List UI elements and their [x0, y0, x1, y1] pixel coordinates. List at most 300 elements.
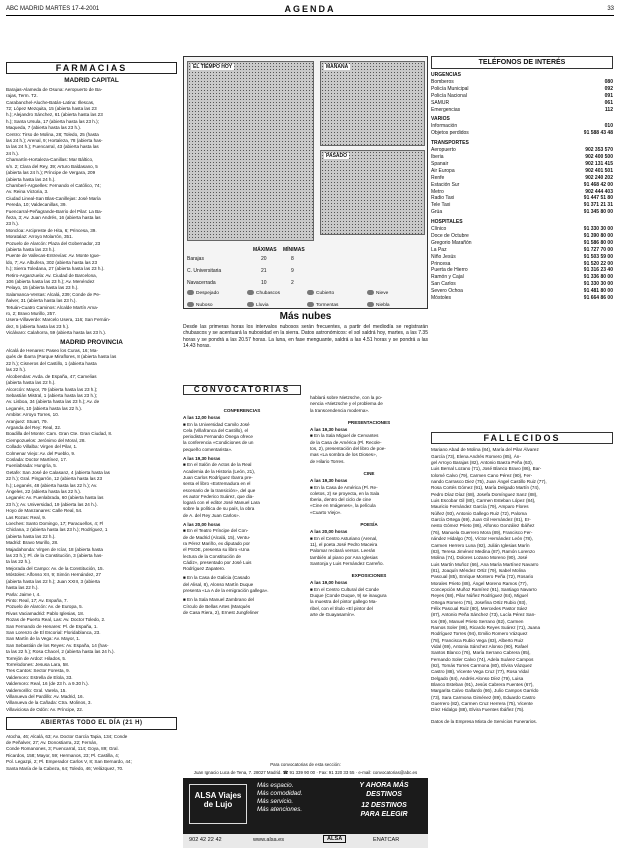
text-line: Mejorada del Campo: Av. de la Constitución, 15. — [6, 565, 104, 571]
text-line: Carabanchel-Aluche-Batán-Latina: Illescas, — [6, 99, 95, 105]
phone-name: Estación Sur — [431, 181, 460, 188]
event-line: Palomar recitará versos. Leerán — [310, 548, 376, 554]
text-line: (abierta las 24 h.); Príncipe de Vergara, 209 — [6, 170, 96, 176]
event-line: senta el libro «Extremadura en el — [183, 481, 251, 487]
phone-group-title: TRANSPORTES — [431, 140, 469, 147]
event-line: es autor Federico Suárez, que dia- — [183, 493, 254, 499]
text-line: Majadahonda: Virgen de Icíar, 18 (abierta hasta — [6, 546, 103, 552]
text-line: Ramos Soler (86), Ricardo Reyes Suárez (71), Juana — [431, 624, 541, 630]
event-line: «Cuarto Viejo». — [310, 509, 342, 515]
farmacias-column — [6, 58, 177, 853]
text-line: (abierta hasta las 24 h.). — [6, 176, 56, 182]
phone-number: 902 444 403 — [585, 188, 613, 195]
legend-nuboso: Nuboso — [187, 302, 213, 308]
text-line: nando Carrasco Diez (75), Juan Ángel Castillo Ruiz (77), — [431, 479, 547, 485]
event-line: de Casa Riera, 2), Ernest Jungfeliner — [183, 609, 259, 615]
capital-list — [6, 87, 177, 337]
text-line: Colmenar Viejo: Av. del Pueblo, 9. — [6, 450, 76, 456]
phone-number: 902 400 500 — [585, 154, 613, 161]
phone-name: Metro — [431, 188, 444, 195]
phone-number: 091 — [604, 92, 613, 99]
text-line: Fuencarral-Peñagrande-Barrio del Pilar: La Ba- — [6, 208, 103, 214]
text-line: Santa María de la Cabeza, 64; Toledo, 46; Velázquez, 70. — [6, 765, 124, 771]
weather-map-today — [187, 61, 314, 241]
phone-name: Iberia — [431, 154, 444, 161]
text-line: García Ortega (69), Juan Gil Hernández (81), Er- — [431, 517, 531, 523]
phone-row — [431, 295, 613, 302]
text-line: Pozuelo de Alarcón: Plaza del Gobernador, 23 — [6, 240, 101, 246]
text-line: (92), Tomás Torres Carmona (80), Elvira Vázquez — [431, 663, 532, 669]
phone-row — [431, 274, 613, 281]
event-line: Círculo de Bellas Artes (Marqués — [183, 603, 251, 609]
text-line: Molina (74), Dolores Lozano Moreno (90), José — [431, 555, 528, 561]
event-line: de de Madrid (Alcalá, 15), Ventu- — [183, 534, 251, 540]
text-line: Díez Hidalgo (88), Elvira Fuentes Ibáñez (75). — [431, 707, 525, 713]
phone-row — [431, 202, 613, 209]
text-line: Pereda, 10; Valdecanillas, 39. — [6, 202, 67, 208]
weather-box — [183, 56, 428, 309]
ad-web[interactable]: www.alsa.es — [253, 837, 285, 843]
event-line: ■ En la Sala Miguel de Cervantes — [310, 433, 379, 439]
text-line: nesto Gómez Prieto (86), Alfonso González Ibáñez — [431, 523, 535, 529]
text-line: tolomé Calvo (79), Carmen Cano Pérez (90), Fer- — [431, 472, 533, 478]
phone-name: Spanair — [431, 161, 449, 168]
text-line: las 24 h.); Arenal, 9; Hortaleza, 78 (abierta has- — [6, 138, 103, 144]
text-line: Loeches: Santo Domingo, 17; Paracuellos, 4; Fl — [6, 521, 104, 527]
storm-icon — [307, 302, 314, 307]
text-line: Torrejón de Ardoz: Hilados, 5. — [6, 655, 67, 661]
text-line: Concepción Muñoz Ramírez (91), Santiago Navarro — [431, 586, 537, 592]
text-line: Ciudad Lineal-San Blas-Canillejas: José María — [6, 195, 101, 201]
text-line: h.); Santa Ursula, 17 (abierta hasta las 23 h.); — [6, 118, 99, 124]
event-line: la transcendencia moderna». — [310, 407, 370, 413]
text-line: Pedro Díaz Díaz (68), Josefa Domínguez Sanz (88), — [431, 491, 538, 497]
event-line: Iberia, dentro del ciclo de cine — [310, 497, 372, 503]
text-line: hasta las 22 h.). — [6, 585, 39, 591]
event-line: pequeño comentarista». — [183, 446, 233, 452]
phone-row — [431, 189, 613, 196]
text-line: Getafe: San José de Calasanz, 4 (abierta hasta las — [6, 469, 110, 475]
event-line: hablará sobre Nietzsche, con la po- — [310, 395, 383, 400]
text-line: Castro (88), Vicente Vega Cruz (77), Rosa Vidal — [431, 669, 529, 675]
phone-row — [431, 240, 613, 247]
max-head: MÁXIMAS — [253, 247, 277, 253]
newspaper-dateline: ABC MADRID MARTES 17-4-2001 — [6, 6, 100, 12]
text-line: Santos Blanco (76), María Serrano Cabrera (85), — [431, 650, 531, 656]
text-line: rajas, Term. T2. — [6, 93, 38, 99]
text-line: Aranjuez: Stuart, 79. — [6, 418, 48, 424]
text-line: Maqueda, 7 (abierta hasta las 23 h.). — [6, 125, 82, 131]
ad-phone: 902 42 22 42 — [189, 837, 222, 843]
alsa-advertisement[interactable] — [183, 778, 428, 848]
text-line: (abierta hasta las 22 h.); Juan XXIII, 3 (abierta — [6, 578, 100, 584]
phone-row — [431, 154, 613, 161]
event-category: CINE — [363, 470, 375, 476]
weather-headline: Más nubes — [279, 311, 332, 322]
event-line: ■ En el Centro Asturiano (Arenal, — [310, 535, 378, 541]
phone-number: 91 345 80 00 — [583, 209, 613, 216]
text-line: Leganés, 10 (abierta hasta las 22 h.). — [6, 405, 83, 411]
fallecidos-note: Datos de la Empresa Mixta de Servicios Funerarios. — [431, 718, 537, 724]
event-line: ■ En la Universidad Camilo José — [183, 421, 250, 427]
text-line: Parla: Jaime I, 4. — [6, 591, 41, 597]
sun-icon — [187, 290, 194, 295]
showers-icon — [247, 290, 254, 295]
text-line: San Sebastián de los Reyes: Av. España, 14 (has- — [6, 642, 109, 648]
weather-map-after — [320, 150, 425, 235]
event-category: PRESENTACIONES — [347, 419, 391, 425]
text-line: San Fernando de Henares: Pl. de España, 1. — [6, 623, 98, 629]
text-line: Rosa Cortés Gómez (91), María Delgado Martín (74), — [431, 485, 540, 491]
event-line: nencia «Nietzsche y el problema de — [310, 401, 383, 407]
text-line: Blanco Esteban (91), Jesús Cabrera Fuentes (67), — [431, 682, 534, 688]
phone-number: 91 520 22 00 — [583, 260, 613, 267]
event-line: presenta «La A de la emigración gallega». — [183, 588, 269, 594]
phone-number: 010 — [604, 123, 613, 130]
event-line: Cela (Villafranca del Castillo), el — [183, 427, 249, 433]
text-line: h.); Alejandro Sánchez, 61 (abierta hasta las 23 — [6, 112, 103, 118]
event-line: la muestra del pintor gallego Ma- — [310, 599, 377, 605]
text-line: h.); Sierra Toledana, 27 (abierta hasta las 23 h.). — [6, 266, 105, 272]
text-line: nández Hidalgo (70), Víctor Hernández León (78), — [431, 536, 533, 542]
event-line: Juan Carlos Rodríguez Ibarra pre- — [183, 474, 253, 480]
event-line: sobre la política de su país, la obra — [183, 506, 255, 512]
phone-row — [431, 79, 613, 86]
phone-number: 061 — [604, 99, 613, 106]
text-line: Villanueva del Pardillo: Av. Madrid, 16. — [6, 694, 84, 699]
section-title: AGENDA — [284, 4, 336, 14]
ad-logo: ALSA Viajes de Lujo — [189, 784, 247, 824]
text-line: Las Rozas: Real, 9. — [6, 514, 47, 520]
event-line: ■ En el Centro Cultural del Conde — [310, 586, 379, 592]
phone-row — [431, 107, 613, 114]
text-line: ta las 22 h.); Rosa Chacel, 2 (abierta hasta las 24 h.). — [6, 649, 115, 655]
phone-name: Emergencias — [431, 106, 461, 113]
event-line: ribel, con el título «El pintor del — [310, 605, 373, 611]
convocatorias-section — [183, 385, 428, 765]
text-line: (78), Francisca Rubio Vega (83), Alberto Ruiz — [431, 637, 524, 643]
text-line: Luis Bernal Lozano (71), José Blanco Bravo (86), Bar- — [431, 466, 542, 472]
phone-row — [431, 168, 613, 175]
text-line: Moncloa: Arcipreste de Hita, 6; Princesa, 39. — [6, 227, 97, 233]
phone-group-title: URGENCIAS — [431, 72, 462, 78]
page-header — [6, 4, 614, 16]
text-line: Núñez (93), Antonio Gallego Ruiz (72), Paloma — [431, 510, 527, 516]
text-line: 23 h.). — [6, 221, 20, 227]
phone-number: 91 330 30 00 — [583, 281, 613, 288]
text-line: (abierta hasta las 22 h.). — [6, 533, 56, 539]
text-line: Madrid: Bravo Murillo, 28. — [6, 540, 59, 546]
temp-row: Barajas 20 8 — [187, 256, 294, 262]
text-line: (abierta hasta las 23 h.). — [6, 246, 56, 252]
phone-number: 91 336 80 00 — [583, 274, 613, 281]
phone-row — [431, 161, 613, 168]
phone-number: 902 353 570 — [585, 147, 613, 154]
weather-article — [183, 312, 428, 350]
ad-brand2: ENATCAR — [373, 837, 400, 843]
event-line: ■ En la Casa de América (Pl. Re- — [310, 484, 378, 490]
phone-number: 91 664 86 00 — [583, 295, 613, 302]
text-line: Vicálvaro: Calahorra, 59 (abierta hasta las 23 h.). — [6, 330, 107, 336]
text-line: Pelayo, 15 (abierta hasta las 23 h.). — [6, 285, 79, 291]
ad-promo: Y AHORA MÁS DESTINOS 12 DESTINOS PARA ELEGIR — [359, 782, 409, 818]
text-line: (76), Manuela Guerrero Mora (89), Francisco Fer- — [431, 529, 533, 535]
text-line: Mariano Abad de Molina (84), María del Pilar Álvarez — [431, 447, 539, 453]
telefonos-list — [431, 72, 613, 302]
phone-number: 91 447 51 80 — [583, 195, 613, 202]
phone-number: 91 727 70 00 — [583, 246, 613, 253]
text-line: Luis Escobar Gil (80), Carmen Esteban López (84), — [431, 498, 536, 504]
text-line: Leganés: Av. Fuenlabrada, 60 (abierta hasta las — [6, 495, 104, 501]
legend-chubascos: Chubascos — [247, 290, 280, 296]
contact-line: Juan Ignacio Luca de Tena, 7. 28027 Madrid. ☎ 91 339 90 00 · Fax: 91 320 33 55 · e-mail: convocatorias@abc.es — [193, 770, 418, 775]
text-line: Hoyo de Manzanares: Calle Real, 54. — [6, 508, 83, 514]
map-after-label: PASADO — [326, 153, 348, 159]
text-line: Carmen Herrero Luna (92), Julián Iglesias Marín — [431, 542, 530, 548]
event-line: Santonja y Luis Fernández Carreño. — [310, 560, 384, 566]
text-line: Av. Reina Victoria, 3. — [6, 189, 49, 195]
text-line: Moratalaz: Arroyo Molarrón, 351. — [6, 234, 73, 240]
text-line: (83), Teresa Jiménez Medina (87), Ramón Lorenzo — [431, 548, 535, 554]
text-line: Pinto: Real, 17; Av. España, 7. — [6, 597, 68, 603]
text-line: Alcobendas: Avda. de España, 47; Camelias — [6, 373, 97, 379]
text-line: Alcorcón: Mayor, 79 (abierta hasta las 23 h.); — [6, 386, 98, 392]
phone-row — [431, 209, 613, 216]
event-line: el PSOE, presenta su libro «Una — [183, 547, 250, 553]
farmacias-title: FARMACIAS — [6, 62, 177, 74]
text-line: Ambite: Arroyo Torres, 10. — [6, 412, 60, 418]
text-line: las 23 h.); Pl. de la Constitución, 3 (abierta has- — [6, 553, 103, 559]
text-line: gel Arroyo Barajas (82), Antonio Baeza Peña (63), — [431, 460, 533, 466]
phone-number: 91 330 30 00 — [583, 226, 613, 233]
event-line: del Alisal, 8), Alonso Martín Duque — [183, 581, 254, 587]
event-line: ■ En el Salón de Actos de la Real — [183, 462, 252, 468]
phone-row — [431, 86, 613, 93]
text-line: 22 h.); Gral. Pingarrón, 12 (abierta hasta las 23 — [6, 476, 103, 482]
telefonos-title: TELÉFONOS DE INTERÉS — [431, 56, 613, 69]
phone-name: Objetos perdidos — [431, 130, 469, 137]
text-line: Rozas de Puerto Real, Las: Av. Doctor Toledo, 2. — [6, 617, 106, 623]
text-line: ta las 22 h.). — [6, 559, 32, 565]
text-line: Rodríguez Torres (94), Emilio Romero Vázquez — [431, 631, 528, 637]
text-line: Av. Lisboa, 34 (abierta hasta las 23 h.); Av. de — [6, 399, 100, 405]
text-line: Salamanca-Ventas: Alcalá, 239; Conde de Pe- — [6, 291, 101, 297]
phone-number: 91 588 43 48 — [583, 130, 613, 137]
event-line: lectura de la Constitución de — [183, 553, 241, 559]
event-line: ■ En la Sala Manuel Zambrano del — [183, 597, 254, 603]
legend-tormentas: Tormentas — [307, 302, 338, 308]
event-line: A las 19,00 horas — [310, 580, 348, 586]
text-line: Collado Villalba: Virgen del Pilar, 1. — [6, 444, 78, 450]
legend-nieve: Nieve — [367, 290, 388, 296]
phone-row — [431, 261, 613, 268]
event-line: A las 20,00 horas — [310, 529, 348, 535]
phone-name: Renfe — [431, 174, 445, 181]
text-line: ta las 24 h.); Fuencarral, 43 (abierta hasta las — [6, 144, 99, 150]
text-line: Chamartín-Hortaleza-Canillas: Mar Báltico, — [6, 157, 94, 163]
fog-icon — [367, 302, 374, 307]
phone-row — [431, 281, 613, 288]
text-line: ñeza, 3; Av. Juan Andrés, 16 (abierta hasta las — [6, 214, 101, 220]
text-line: 72; López Mezquita, 15 (abierta hasta las 23 — [6, 106, 97, 112]
event-line: ■ En la Casa de Galicia (Casado — [183, 575, 250, 581]
event-line: de la Casa de América (Pl. Recole- — [310, 439, 382, 445]
phone-number: 902 401 501 — [585, 167, 613, 174]
provincia-title: MADRID PROVINCIA — [60, 338, 123, 346]
event-category: EXPOSICIONES — [351, 573, 387, 579]
text-line: Félix Pascual Ruiz (80), Mercedes Pastor Sáez — [431, 605, 528, 611]
phone-row — [431, 175, 613, 182]
text-line: Ortega Romero (75), Josefina Ortiz Rubio (93), — [431, 599, 527, 605]
event-line: de Hilario Torres. — [310, 458, 345, 464]
event-line: «Cine en Imágenes», la película — [310, 503, 376, 509]
phone-name: Ramón y Cajal — [431, 274, 464, 281]
phone-name: Grúa — [431, 209, 443, 216]
text-line: Luis Martín Muñoz (66), Ana María Martínez Navarro — [431, 561, 539, 567]
phone-row — [431, 130, 613, 137]
event-line: Academia de la Historia (León, 21), — [183, 468, 256, 474]
phone-number: 112 — [604, 106, 613, 113]
phone-name: Móstoles — [431, 295, 452, 302]
event-line: logará con el editor José Manuel Lara — [183, 500, 260, 506]
text-line: Ciempozuelos: Jerónimo del Moral, 28. — [6, 437, 86, 443]
text-line: Tetuán-Cuatro Caminos: Alcalde Martín Ama- — [6, 304, 99, 310]
legend-cubierto: Cubierto — [307, 290, 334, 296]
ad-footer — [183, 834, 428, 848]
phone-name: Clínico — [431, 226, 447, 233]
text-line: (87), Antonio Peña Sánchez (73), Lucía Pérez San- — [431, 612, 536, 618]
event-line: escenario de la transición», del que — [183, 487, 256, 493]
event-line: ra Pérez Mariño, ex diputado por — [183, 540, 250, 546]
phone-number: 91 586 80 00 — [583, 239, 613, 246]
text-line: Pozuelo de Alarcón: Av. de Europa, 5. — [6, 604, 83, 610]
phone-number: 902 240 202 — [585, 174, 613, 181]
text-line: Alcalá de Henares: Paseo los Curas, 16; Ma- — [6, 348, 98, 354]
text-line: h.); Leganés, 48 (abierta hasta las 22 h.); Av. — [6, 482, 98, 488]
event-category: CONFERENCIAS — [223, 408, 261, 413]
phone-name: Bomberos — [431, 79, 454, 85]
text-line: las 22 h.). — [6, 367, 27, 373]
text-line: Villaviciosa de Odón: Av. Príncipe, 22. — [6, 706, 84, 712]
text-line: (73), Sara Carmona Giménez (89), Eduardo Castro — [431, 694, 536, 700]
phone-name: Policía Municipal — [431, 85, 469, 92]
text-line: ñalver, 31 (abierta hasta las 23 h.). — [6, 298, 77, 304]
event-line: arte de Guayasamín». — [310, 611, 356, 617]
provincia-list — [6, 348, 177, 713]
weather-map-tomorrow — [320, 61, 425, 146]
text-line: Arganda del Rey: Real, 32. — [6, 424, 62, 430]
text-line: Atocha, 46; Alcalá, 63; Av. Doctor García Tapia, 134; Conde — [6, 733, 128, 739]
phone-row — [431, 147, 613, 154]
temp-row: Navacerrada 10 2 — [187, 280, 294, 286]
text-line: (abierta hasta las 22 h.). — [6, 380, 56, 386]
text-line: Mauricio Fernández García (79), Amparo Flores — [431, 504, 529, 510]
text-line: Fernando Soler Calvo (74), Adela Suárez Campos — [431, 656, 534, 662]
text-line: qués de Ibarra (Parque Miraflores, 8 (abierta hasta las — [6, 354, 117, 360]
text-line: Coslada: Doctor Martínez, 17. — [6, 456, 68, 462]
event-line: A las 19,30 horas — [310, 427, 348, 433]
event-line: A las 20,00 horas — [183, 522, 221, 528]
text-line: Chamberí-Argüelles: Fernando el Católico, 74; — [6, 182, 101, 188]
text-line: de Peñalver, 27; Av. Donostiarra, 22; Fernán, — [6, 740, 98, 746]
phone-row — [431, 233, 613, 240]
phone-name: Air Europa — [431, 167, 455, 174]
event-line: A las 19,30 horas — [310, 478, 348, 484]
text-line: Guerrero (82), Carmen Cruz Herrera (75), Vicente — [431, 701, 533, 707]
phone-number: 092 — [604, 85, 613, 92]
event-line: coletos, 2) se proyecta, en la Sala — [310, 490, 380, 496]
text-line: ro, 2; Bravo Murillo, 257. — [6, 311, 57, 317]
phone-number: 91 503 59 00 — [583, 253, 613, 260]
text-line: Valdemoro: Real, 16 (de 23 h. a 9.30 h.). — [6, 681, 89, 687]
phone-name: Radio Taxi — [431, 195, 455, 202]
text-line: Margarita Calvo Gallardo (86), Julio Campos Garrido — [431, 688, 539, 694]
fallecidos-list — [431, 447, 613, 713]
phone-number: 91 390 80 00 — [583, 233, 613, 240]
abiertas-title: ABIERTAS TODO EL DÍA (21 H) — [6, 717, 177, 729]
phone-number: 91 468 42 00 — [583, 181, 613, 188]
convocatorias-title: CONVOCATORIAS — [183, 385, 301, 395]
event-line: Rodríguez Zapatero. — [183, 566, 226, 572]
text-line: Morales Prieto (88), Ángel Moreno Ramos (77), — [431, 580, 528, 586]
text-line: Usera-Villaverde: Marcelo Usera, 116; San Fernán- — [6, 317, 111, 323]
text-line: Valdemorillo: Gral. Varela, 15. — [6, 687, 67, 693]
event-line: ■ En el Teatro Príncipe del Con- — [183, 528, 249, 534]
text-line: Villanueva de la Cañada: Ctra. Molinos, 3. — [6, 700, 92, 706]
telefonos-box — [431, 56, 613, 426]
text-line: Rivas Vaciamadrid: Pablo Iglesias, 18. — [6, 610, 85, 616]
phone-group-title: HOSPITALES — [431, 219, 463, 226]
phone-name: Princesa — [431, 260, 451, 267]
text-line: 23 h.); Av. Universidad, 19 (abierta las 24 h.). — [6, 501, 98, 507]
phone-row — [431, 247, 613, 254]
event-line: tos, 2), presentación del libro de poe- — [310, 446, 386, 452]
cloud-icon — [187, 302, 194, 307]
legend-niebla: Niebla — [367, 302, 390, 308]
phone-number: 902 131 415 — [585, 161, 613, 168]
phone-row — [431, 254, 613, 261]
phone-name: Puerta de Hierro — [431, 267, 468, 274]
ad-brand: ALSA — [323, 835, 346, 843]
phone-row — [431, 288, 613, 295]
phone-group-title: VARIOS — [431, 116, 450, 123]
text-line: 24 h.). — [6, 150, 20, 156]
fallecidos-title: FALLECIDOS — [431, 432, 613, 444]
event-line: mas «La sombra de los Dioses», — [310, 452, 377, 458]
convocatorias-left — [183, 405, 301, 619]
text-line: Boadilla del Monte: Cam. Gran Cte. Gran Ciudad, 8. — [6, 431, 113, 437]
text-line: San Martín de la Vega: Av. Mayor, 1. — [6, 636, 81, 642]
phone-name: Niño Jesús — [431, 253, 456, 260]
phone-row — [431, 123, 613, 130]
phone-row — [431, 195, 613, 202]
text-line: s/n. 2; Clara del Rey, 39; Arturo Baldasano, 5 — [6, 163, 98, 169]
map-today-label: EL TIEMPO HOY — [193, 64, 233, 70]
phone-name: Aeropuerto — [431, 147, 456, 154]
text-line: Fuenlabrada: Hungría, 5. — [6, 463, 58, 469]
abiertas-list — [6, 734, 177, 772]
phone-name: SAMUR — [431, 99, 450, 106]
text-line: dez, 5 (abierta hasta las 23 h.). — [6, 323, 70, 329]
text-line: Móstoles: Alfonso XII, 9; Simón Hernández, 27 — [6, 572, 101, 578]
event-line: A las 19,30 horas — [183, 456, 221, 462]
text-line: Sebastián Mistral, 1 (abierta hasta las 23 h.); — [6, 392, 98, 398]
phone-number: 91 481 80 00 — [583, 288, 613, 295]
text-line: San Lorenzo de El Escorial: Floridablanca, 23. — [6, 629, 101, 635]
text-line: (81), Joaquín Méndez Ortiz (79), Isabel Molina — [431, 567, 526, 573]
text-line: García (73), Elena Andrés Romero (85), Án- — [431, 453, 521, 459]
phone-name: La Paz — [431, 246, 447, 253]
